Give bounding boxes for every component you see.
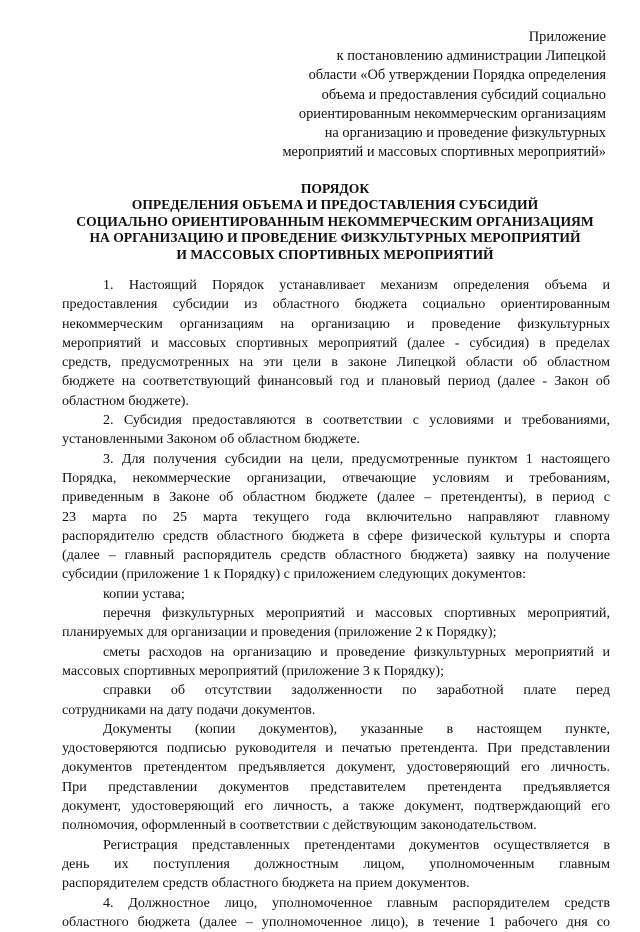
paragraph-line: документов претендентом предъявляется документ, удостоверяющий его личность. xyxy=(62,758,610,777)
title-line: ОПРЕДЕЛЕНИЯ ОБЪЕМА И ПРЕДОСТАВЛЕНИЯ СУБСИДИЙ xyxy=(60,197,610,213)
paragraph-line: копии устава; xyxy=(62,585,610,604)
paragraph-line: сметы расходов на организацию и проведение физкультурных мероприятий и xyxy=(62,643,610,662)
paragraph-line: установленными Законом об областном бюджете. xyxy=(62,430,610,449)
title-line: ПОРЯДОК xyxy=(60,181,610,197)
appendix-line: мероприятий и массовых спортивных мероприятий» xyxy=(246,143,606,162)
paragraph-line: перечня физкультурных мероприятий и массовых спортивных мероприятий, xyxy=(62,604,610,623)
appendix-line: ориентированным некоммерческим организациям xyxy=(246,105,606,124)
appendix-line: к постановлению администрации Липецкой xyxy=(246,47,606,66)
paragraph-line: субсидии (приложение 1 к Порядку) с приложением следующих документов: xyxy=(62,565,610,584)
paragraph-line: 2. Субсидия предоставляются в соответствии с условиями и требованиями, xyxy=(62,411,610,430)
paragraph-line: При представлении документов представителем претендента предъявляется xyxy=(62,778,610,797)
paragraph-line: бюджете на соответствующий финансовый год и плановый период (далее - Закон об xyxy=(62,372,610,391)
appendix-line: области «Об утверждении Порядка определения xyxy=(246,66,606,85)
paragraph-line: справки об отсутствии задолженности по заработной плате перед xyxy=(62,681,610,700)
paragraph-line: документ, удостоверяющий его личность, а также документ, подтверждающий его xyxy=(62,797,610,816)
paragraph-line: 1. Настоящий Порядок устанавливает механизм определения объема и xyxy=(62,276,610,295)
title-line: И МАССОВЫХ СПОРТИВНЫХ МЕРОПРИЯТИЙ xyxy=(60,247,610,263)
paragraph xyxy=(62,604,610,643)
paragraph-line: некоммерческим организациям на организацию и проведение физкультурных xyxy=(62,315,610,334)
title-line: СОЦИАЛЬНО ОРИЕНТИРОВАННЫМ НЕКОММЕРЧЕСКИМ ОРГАНИЗАЦИЯМ xyxy=(60,214,610,230)
paragraph-line: удостоверяются подписью руководителя и печатью претендента. При представлении xyxy=(62,739,610,758)
paragraph xyxy=(62,836,610,894)
paragraph-line: массовых спортивных мероприятий (приложение 3 к Порядку); xyxy=(62,662,610,681)
paragraph-line: день их поступления должностным лицом, уполномоченным главным xyxy=(62,855,610,874)
paragraph xyxy=(62,720,610,836)
paragraph xyxy=(62,411,610,450)
paragraph-line: мероприятий и массовых спортивных мероприятий (далее - субсидия) в пределах xyxy=(62,334,610,353)
appendix-line: на организацию и проведение физкультурных xyxy=(246,124,606,143)
paragraph-line: Регистрация представленных претендентами документов осуществляется в xyxy=(62,836,610,855)
appendix-line: Приложение xyxy=(246,28,606,47)
paragraph-line: предоставления субсидии из областного бюджета социально ориентированным xyxy=(62,295,610,314)
title-line: НА ОРГАНИЗАЦИЮ И ПРОВЕДЕНИЕ ФИЗКУЛЬТУРНЫХ МЕРОПРИЯТИЙ xyxy=(60,230,610,246)
paragraph xyxy=(62,276,610,411)
paragraph xyxy=(62,894,610,932)
paragraph xyxy=(62,450,610,585)
paragraph-line: сотрудниками на дату подачи документов. xyxy=(62,701,610,720)
paragraph-line: областного бюджета (далее – уполномоченное лицо), в течение 1 рабочего дня со xyxy=(62,913,610,932)
paragraph-line: планируемых для организации и проведения (приложение 2 к Порядку); xyxy=(62,623,610,642)
paragraph-line: Документы (копии документов), указанные в настоящем пункте, xyxy=(62,720,610,739)
paragraph-line: (далее – главный распорядитель средств областного бюджета) заявку на получение xyxy=(62,546,610,565)
paragraph-line: 3. Для получения субсидии на цели, предусмотренные пунктом 1 настоящего xyxy=(62,450,610,469)
paragraph-line: областном бюджете). xyxy=(62,392,610,411)
appendix-line: объема и предоставления субсидий социально xyxy=(246,86,606,105)
paragraph-line: средств, предусмотренных на эти цели в законе Липецкой области об областном xyxy=(62,353,610,372)
paragraph-line: 23 марта по 25 марта текущего года включительно направляют главному xyxy=(62,508,610,527)
paragraph-line: Порядка, некоммерческие организации, отвечающие условиям и требованиям, xyxy=(62,469,610,488)
paragraph-line: полномочия, оформленный в соответствии с действующим законодательством. xyxy=(62,816,610,835)
paragraph-line: распорядителем средств областного бюджета на прием документов. xyxy=(62,874,610,893)
paragraph-line: распорядителю средств областного бюджета в сфере физической культуры и спорта xyxy=(62,527,610,546)
paragraph xyxy=(62,585,610,604)
appendix-header xyxy=(246,28,606,162)
paragraph-line: 4. Должностное лицо, уполномоченное главным распорядителем средств xyxy=(62,894,610,913)
paragraph xyxy=(62,681,610,720)
document-body xyxy=(62,276,610,932)
document-title xyxy=(60,181,610,263)
paragraph xyxy=(62,643,610,682)
paragraph-line: приведенным в Законе об областном бюджете (далее – претенденты), в период с xyxy=(62,488,610,507)
